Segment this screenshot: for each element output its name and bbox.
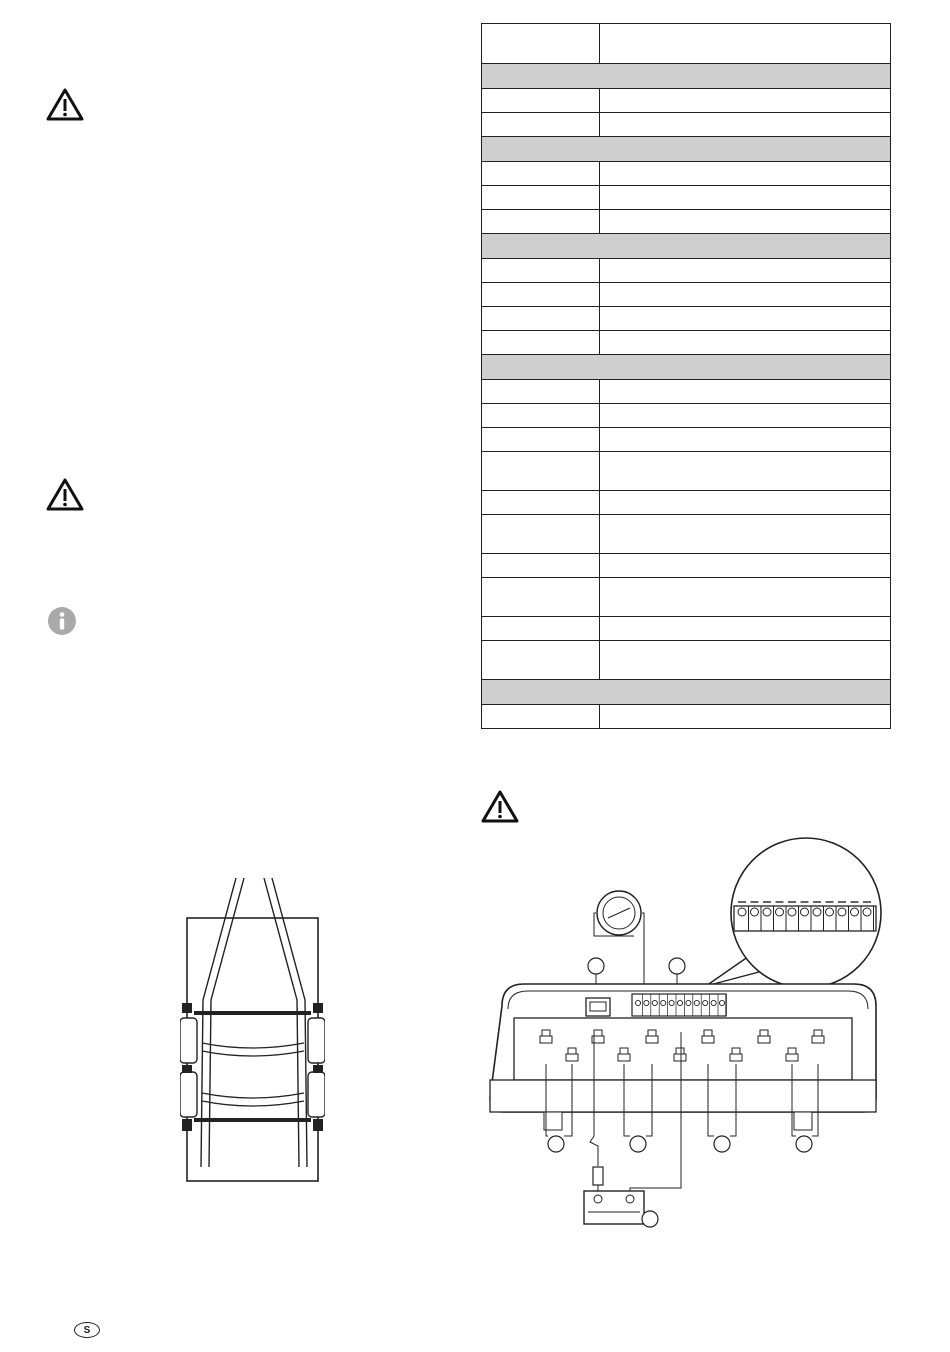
table-cell-label <box>482 24 600 63</box>
table-cell-label <box>482 404 600 427</box>
table-row <box>482 185 890 209</box>
table-cell-value <box>600 307 890 330</box>
table-row <box>482 577 890 616</box>
table-row <box>482 490 890 514</box>
callout-marker <box>642 1211 658 1227</box>
callout-marker <box>796 1136 812 1152</box>
table-cell-value <box>600 617 890 640</box>
table-cell-label <box>482 428 600 451</box>
callout-marker <box>714 1136 730 1152</box>
table-row <box>482 616 890 640</box>
callout-marker <box>548 1136 564 1152</box>
table-cell-value <box>600 491 890 514</box>
table-cell-label <box>482 705 600 728</box>
chassis-mounting-diagram <box>180 875 325 1190</box>
table-cell-label <box>482 491 600 514</box>
table-cell-value <box>600 515 890 553</box>
table-row <box>482 258 890 282</box>
table-cell-value <box>600 641 890 679</box>
table-cell-value <box>600 705 890 728</box>
table-cell-label <box>482 210 600 233</box>
table-row <box>482 330 890 354</box>
table-cell-label <box>482 380 600 403</box>
table-cell-value <box>600 113 890 136</box>
warning-icon <box>46 88 84 122</box>
table-row <box>482 451 890 490</box>
page-number-badge: S <box>74 1322 100 1338</box>
table-row <box>482 553 890 577</box>
table-cell-label <box>482 186 600 209</box>
table-cell-value <box>600 578 890 616</box>
table-cell-label <box>482 89 600 112</box>
table-row <box>482 379 890 403</box>
table-cell-label <box>482 641 600 679</box>
table-row <box>482 209 890 233</box>
table-row <box>482 640 890 679</box>
table-cell-value <box>600 380 890 403</box>
table-cell-label <box>482 452 600 490</box>
table-cell-label <box>482 162 600 185</box>
table-cell-value <box>600 283 890 306</box>
table-section-header <box>482 354 890 379</box>
table-row <box>482 24 890 63</box>
table-section-header <box>482 63 890 88</box>
table-cell-label <box>482 578 600 616</box>
info-icon <box>47 606 77 636</box>
callout-marker <box>669 958 685 974</box>
warning-icon <box>481 790 519 824</box>
table-cell-value <box>600 331 890 354</box>
table-row <box>482 306 890 330</box>
controller-wiring-diagram <box>484 836 890 1236</box>
table-cell-label <box>482 307 600 330</box>
table-row <box>482 514 890 553</box>
terminal-magnifier <box>706 838 881 988</box>
table-cell-value <box>600 186 890 209</box>
table-row <box>482 427 890 451</box>
table-section-header <box>482 679 890 704</box>
table-cell-label <box>482 259 600 282</box>
table-row <box>482 403 890 427</box>
table-cell-label <box>482 331 600 354</box>
table-cell-label <box>482 515 600 553</box>
table-cell-value <box>600 259 890 282</box>
table-cell-label <box>482 283 600 306</box>
table-row <box>482 704 890 728</box>
table-section-header <box>482 233 890 258</box>
table-cell-value <box>600 24 890 63</box>
table-row <box>482 112 890 136</box>
table-row <box>482 88 890 112</box>
table-cell-value <box>600 428 890 451</box>
callout-marker <box>588 958 604 974</box>
spec-table <box>481 23 891 729</box>
table-section-header <box>482 136 890 161</box>
table-cell-value <box>600 452 890 490</box>
warning-icon <box>46 478 84 512</box>
table-cell-value <box>600 210 890 233</box>
table-cell-label <box>482 617 600 640</box>
table-cell-value <box>600 162 890 185</box>
table-row <box>482 282 890 306</box>
table-row <box>482 161 890 185</box>
table-cell-value <box>600 554 890 577</box>
table-cell-label <box>482 113 600 136</box>
callout-marker <box>630 1136 646 1152</box>
table-cell-label <box>482 554 600 577</box>
table-cell-value <box>600 404 890 427</box>
table-cell-value <box>600 89 890 112</box>
